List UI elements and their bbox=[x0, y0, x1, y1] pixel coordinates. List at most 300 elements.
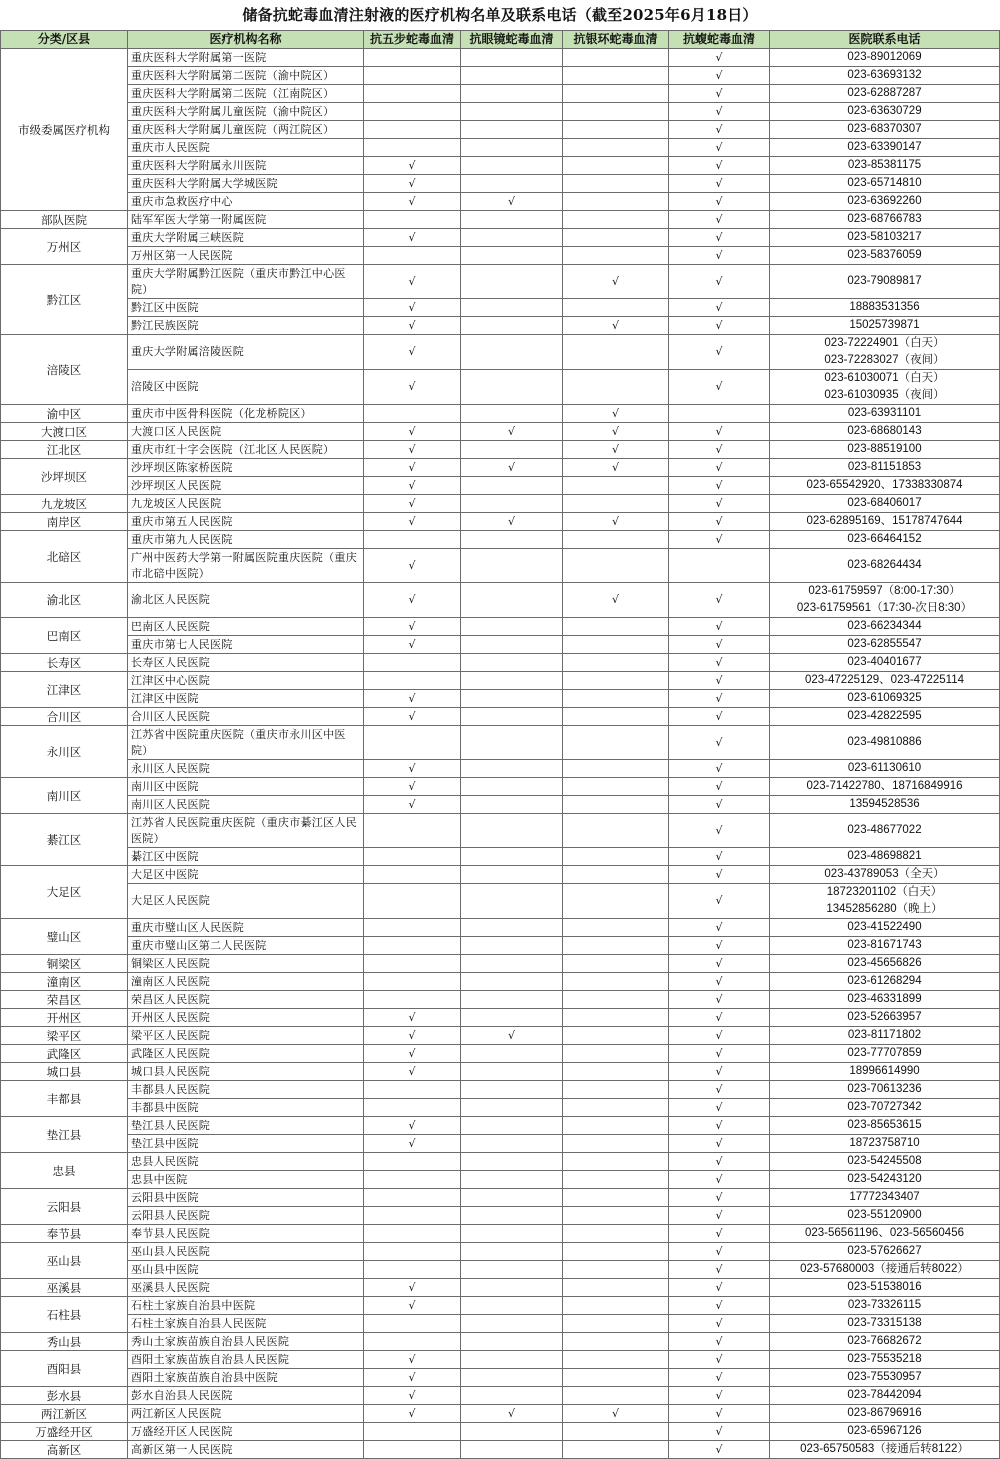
phone-cell: 023-66464152 bbox=[770, 531, 1000, 549]
wubu-serum-mark: √ bbox=[364, 636, 461, 654]
krait-serum-mark bbox=[563, 690, 669, 708]
wubu-serum-mark bbox=[364, 884, 461, 919]
wubu-serum-mark bbox=[364, 1261, 461, 1279]
cobra-serum-mark: √ bbox=[461, 459, 563, 477]
wubu-serum-mark bbox=[364, 67, 461, 85]
hospital-name-cell: 巴南区人民医院 bbox=[128, 618, 364, 636]
table-row bbox=[1, 973, 1000, 991]
category-cell: 江北区 bbox=[1, 441, 128, 459]
hospital-name-cell: 巫溪县人民医院 bbox=[128, 1279, 364, 1297]
krait-serum-mark bbox=[563, 866, 669, 884]
pitviper-serum-mark: √ bbox=[669, 1261, 770, 1279]
krait-serum-mark bbox=[563, 1063, 669, 1081]
krait-serum-mark: √ bbox=[563, 583, 669, 618]
category-cell: 璧山区 bbox=[1, 919, 128, 955]
wubu-serum-mark bbox=[364, 1099, 461, 1117]
wubu-serum-mark: √ bbox=[364, 335, 461, 370]
table-row bbox=[1, 265, 1000, 299]
pitviper-serum-mark: √ bbox=[669, 193, 770, 211]
table-row bbox=[1, 1171, 1000, 1189]
krait-serum-mark bbox=[563, 531, 669, 549]
table-row bbox=[1, 937, 1000, 955]
category-cell: 秀山县 bbox=[1, 1333, 128, 1351]
wubu-serum-mark: √ bbox=[364, 477, 461, 495]
cobra-serum-mark bbox=[461, 848, 563, 866]
krait-serum-mark bbox=[563, 672, 669, 690]
pitviper-serum-mark: √ bbox=[669, 1153, 770, 1171]
wubu-serum-mark: √ bbox=[364, 760, 461, 778]
krait-serum-mark bbox=[563, 157, 669, 175]
table-row bbox=[1, 335, 1000, 370]
krait-serum-mark bbox=[563, 1333, 669, 1351]
hospital-name-cell: 南川区中医院 bbox=[128, 778, 364, 796]
phone-cell: 023-68680143 bbox=[770, 423, 1000, 441]
category-cell: 渝北区 bbox=[1, 583, 128, 618]
category-cell: 铜梁区 bbox=[1, 955, 128, 973]
column-header-cobra-serum: 抗眼镜蛇毒血清 bbox=[461, 31, 563, 49]
cobra-serum-mark bbox=[461, 919, 563, 937]
hospital-name-cell: 重庆大学附属三峡医院 bbox=[128, 229, 364, 247]
hospital-name-cell: 重庆大学附属涪陵医院 bbox=[128, 335, 364, 370]
krait-serum-mark bbox=[563, 636, 669, 654]
table-row bbox=[1, 583, 1000, 618]
phone-cell: 023-66234344 bbox=[770, 618, 1000, 636]
krait-serum-mark bbox=[563, 708, 669, 726]
category-cell: 梁平区 bbox=[1, 1027, 128, 1045]
cobra-serum-mark: √ bbox=[461, 1405, 563, 1423]
category-cell: 南川区 bbox=[1, 778, 128, 814]
phone-cell: 023-62895169、15178747644 bbox=[770, 513, 1000, 531]
pitviper-serum-mark: √ bbox=[669, 1117, 770, 1135]
header-row bbox=[1, 31, 1000, 49]
wubu-serum-mark: √ bbox=[364, 778, 461, 796]
wubu-serum-mark bbox=[364, 1333, 461, 1351]
pitviper-serum-mark: √ bbox=[669, 672, 770, 690]
phone-cell: 023-56561196、023-56560456 bbox=[770, 1225, 1000, 1243]
category-cell: 部队医院 bbox=[1, 211, 128, 229]
table-row bbox=[1, 1423, 1000, 1441]
pitviper-serum-mark: √ bbox=[669, 814, 770, 848]
hospital-name-cell: 重庆医科大学附属第二医院（江南院区） bbox=[128, 85, 364, 103]
phone-cell: 023-79089817 bbox=[770, 265, 1000, 299]
wubu-serum-mark: √ bbox=[364, 1117, 461, 1135]
hospital-name-cell: 梁平区人民医院 bbox=[128, 1027, 364, 1045]
pitviper-serum-mark: √ bbox=[669, 654, 770, 672]
table-row bbox=[1, 1063, 1000, 1081]
wubu-serum-mark: √ bbox=[364, 423, 461, 441]
table-row bbox=[1, 1243, 1000, 1261]
krait-serum-mark: √ bbox=[563, 317, 669, 335]
phone-cell: 023-62887287 bbox=[770, 85, 1000, 103]
hospital-name-cell: 重庆市第七人民医院 bbox=[128, 636, 364, 654]
hospital-name-cell: 丰都县人民医院 bbox=[128, 1081, 364, 1099]
wubu-serum-mark bbox=[364, 247, 461, 265]
table-row bbox=[1, 405, 1000, 423]
pitviper-serum-mark: √ bbox=[669, 937, 770, 955]
pitviper-serum-mark: √ bbox=[669, 1009, 770, 1027]
hospital-name-cell: 长寿区人民医院 bbox=[128, 654, 364, 672]
table-row bbox=[1, 531, 1000, 549]
pitviper-serum-mark: √ bbox=[669, 973, 770, 991]
pitviper-serum-mark: √ bbox=[669, 175, 770, 193]
krait-serum-mark bbox=[563, 1189, 669, 1207]
pitviper-serum-mark: √ bbox=[669, 139, 770, 157]
table-row bbox=[1, 67, 1000, 85]
wubu-serum-mark: √ bbox=[364, 1279, 461, 1297]
wubu-serum-mark: √ bbox=[364, 1369, 461, 1387]
pitviper-serum-mark: √ bbox=[669, 1333, 770, 1351]
table-row bbox=[1, 1207, 1000, 1225]
phone-cell: 023-81671743 bbox=[770, 937, 1000, 955]
pitviper-serum-mark: √ bbox=[669, 1441, 770, 1459]
category-cell: 永川区 bbox=[1, 726, 128, 778]
krait-serum-mark bbox=[563, 247, 669, 265]
phone-cell: 023-62855547 bbox=[770, 636, 1000, 654]
hospital-name-cell: 铜梁区人民医院 bbox=[128, 955, 364, 973]
phone-cell: 023-65967126 bbox=[770, 1423, 1000, 1441]
krait-serum-mark: √ bbox=[563, 423, 669, 441]
pitviper-serum-mark: √ bbox=[669, 211, 770, 229]
wubu-serum-mark: √ bbox=[364, 265, 461, 299]
hospital-name-cell: 南川区人民医院 bbox=[128, 796, 364, 814]
wubu-serum-mark: √ bbox=[364, 1009, 461, 1027]
wubu-serum-mark bbox=[364, 1081, 461, 1099]
krait-serum-mark bbox=[563, 1369, 669, 1387]
wubu-serum-mark: √ bbox=[364, 1135, 461, 1153]
table-row bbox=[1, 884, 1000, 919]
hospital-name-cell: 重庆市第九人民医院 bbox=[128, 531, 364, 549]
table-row bbox=[1, 1351, 1000, 1369]
table-row bbox=[1, 459, 1000, 477]
wubu-serum-mark bbox=[364, 1207, 461, 1225]
hospital-name-cell: 高新区第一人民医院 bbox=[128, 1441, 364, 1459]
krait-serum-mark: √ bbox=[563, 459, 669, 477]
phone-cell: 023-48698821 bbox=[770, 848, 1000, 866]
column-header-category: 分类/区县 bbox=[1, 31, 128, 49]
pitviper-serum-mark: √ bbox=[669, 636, 770, 654]
table-row bbox=[1, 778, 1000, 796]
hospital-name-cell: 沙坪坝区人民医院 bbox=[128, 477, 364, 495]
krait-serum-mark bbox=[563, 49, 669, 67]
krait-serum-mark bbox=[563, 335, 669, 370]
pitviper-serum-mark: √ bbox=[669, 1099, 770, 1117]
table-row bbox=[1, 175, 1000, 193]
table-row bbox=[1, 211, 1000, 229]
pitviper-serum-mark: √ bbox=[669, 1279, 770, 1297]
table-row bbox=[1, 495, 1000, 513]
hospital-name-cell: 沙坪坝区陈家桥医院 bbox=[128, 459, 364, 477]
phone-cell: 023-51538016 bbox=[770, 1279, 1000, 1297]
table-row bbox=[1, 1027, 1000, 1045]
cobra-serum-mark bbox=[461, 1423, 563, 1441]
hospital-name-cell: 巫山县人民医院 bbox=[128, 1243, 364, 1261]
phone-cell: 023-63390147 bbox=[770, 139, 1000, 157]
hospital-name-cell: 重庆市人民医院 bbox=[128, 139, 364, 157]
pitviper-serum-mark: √ bbox=[669, 459, 770, 477]
phone-cell: 023-43789053（全天） bbox=[770, 866, 1000, 884]
wubu-serum-mark bbox=[364, 726, 461, 760]
cobra-serum-mark bbox=[461, 1207, 563, 1225]
pitviper-serum-mark: √ bbox=[669, 583, 770, 618]
phone-cell: 023-47225129、023-47225114 bbox=[770, 672, 1000, 690]
wubu-serum-mark: √ bbox=[364, 441, 461, 459]
wubu-serum-mark: √ bbox=[364, 708, 461, 726]
wubu-serum-mark bbox=[364, 973, 461, 991]
phone-cell: 023-88519100 bbox=[770, 441, 1000, 459]
column-header-krait-serum: 抗银环蛇毒血清 bbox=[563, 31, 669, 49]
cobra-serum-mark: √ bbox=[461, 513, 563, 531]
pitviper-serum-mark: √ bbox=[669, 1081, 770, 1099]
table-row bbox=[1, 1045, 1000, 1063]
phone-cell: 023-75535218 bbox=[770, 1351, 1000, 1369]
krait-serum-mark bbox=[563, 1135, 669, 1153]
cobra-serum-mark bbox=[461, 157, 563, 175]
hospital-name-cell: 重庆医科大学附属大学城医院 bbox=[128, 175, 364, 193]
pitviper-serum-mark: √ bbox=[669, 991, 770, 1009]
table-row bbox=[1, 1153, 1000, 1171]
pitviper-serum-mark: √ bbox=[669, 1171, 770, 1189]
table-row bbox=[1, 654, 1000, 672]
wubu-serum-mark bbox=[364, 1189, 461, 1207]
table-row bbox=[1, 1297, 1000, 1315]
table-row bbox=[1, 726, 1000, 760]
phone-cell: 023-65542920、17338330874 bbox=[770, 477, 1000, 495]
krait-serum-mark bbox=[563, 760, 669, 778]
table-row bbox=[1, 477, 1000, 495]
cobra-serum-mark bbox=[461, 67, 563, 85]
krait-serum-mark bbox=[563, 1297, 669, 1315]
category-cell: 九龙坡区 bbox=[1, 495, 128, 513]
category-cell: 市级委属医疗机构 bbox=[1, 49, 128, 211]
pitviper-serum-mark: √ bbox=[669, 1297, 770, 1315]
krait-serum-mark: √ bbox=[563, 265, 669, 299]
table-row bbox=[1, 1369, 1000, 1387]
wubu-serum-mark bbox=[364, 1441, 461, 1459]
hospital-name-cell: 石柱土家族自治县人民医院 bbox=[128, 1315, 364, 1333]
hospital-name-cell: 开州区人民医院 bbox=[128, 1009, 364, 1027]
wubu-serum-mark: √ bbox=[364, 229, 461, 247]
page-title: 储备抗蛇毒血清注射液的医疗机构名单及联系电话（截至2025年6月18日） bbox=[242, 6, 758, 24]
wubu-serum-mark: √ bbox=[364, 495, 461, 513]
cobra-serum-mark bbox=[461, 991, 563, 1009]
category-cell: 黔江区 bbox=[1, 265, 128, 335]
phone-cell: 17772343407 bbox=[770, 1189, 1000, 1207]
wubu-serum-mark bbox=[364, 49, 461, 67]
phone-cell: 023-75530957 bbox=[770, 1369, 1000, 1387]
category-cell: 石柱县 bbox=[1, 1297, 128, 1333]
krait-serum-mark bbox=[563, 85, 669, 103]
hospital-name-cell: 大渡口区人民医院 bbox=[128, 423, 364, 441]
category-cell: 涪陵区 bbox=[1, 335, 128, 405]
cobra-serum-mark bbox=[461, 335, 563, 370]
phone-cell: 023-61759597（8:00-17:30） 023-61759561（17:30-次日8:30） bbox=[770, 583, 1000, 618]
krait-serum-mark bbox=[563, 1243, 669, 1261]
wubu-serum-mark bbox=[364, 1225, 461, 1243]
krait-serum-mark bbox=[563, 654, 669, 672]
table-row bbox=[1, 1099, 1000, 1117]
category-cell: 沙坪坝区 bbox=[1, 459, 128, 495]
category-cell: 巫山县 bbox=[1, 1243, 128, 1279]
table-row bbox=[1, 157, 1000, 175]
cobra-serum-mark: √ bbox=[461, 1027, 563, 1045]
krait-serum-mark bbox=[563, 139, 669, 157]
krait-serum-mark bbox=[563, 1045, 669, 1063]
phone-cell: 18723758710 bbox=[770, 1135, 1000, 1153]
hospital-name-cell: 涪陵区中医院 bbox=[128, 370, 364, 405]
cobra-serum-mark bbox=[461, 654, 563, 672]
krait-serum-mark bbox=[563, 121, 669, 139]
krait-serum-mark bbox=[563, 1225, 669, 1243]
pitviper-serum-mark: √ bbox=[669, 618, 770, 636]
phone-cell: 023-68406017 bbox=[770, 495, 1000, 513]
table-row bbox=[1, 1441, 1000, 1459]
hospital-name-cell: 彭水自治县人民医院 bbox=[128, 1387, 364, 1405]
cobra-serum-mark bbox=[461, 1081, 563, 1099]
pitviper-serum-mark: √ bbox=[669, 1369, 770, 1387]
phone-cell: 023-85381175 bbox=[770, 157, 1000, 175]
hospital-name-cell: 江津区中医院 bbox=[128, 690, 364, 708]
cobra-serum-mark bbox=[461, 690, 563, 708]
cobra-serum-mark bbox=[461, 1153, 563, 1171]
krait-serum-mark bbox=[563, 175, 669, 193]
hospital-name-cell: 重庆市红十字会医院（江北区人民医院） bbox=[128, 441, 364, 459]
wubu-serum-mark bbox=[364, 654, 461, 672]
pitviper-serum-mark: √ bbox=[669, 848, 770, 866]
cobra-serum-mark bbox=[461, 85, 563, 103]
krait-serum-mark bbox=[563, 1027, 669, 1045]
phone-cell: 023-77707859 bbox=[770, 1045, 1000, 1063]
hospital-name-cell: 石柱土家族自治县中医院 bbox=[128, 1297, 364, 1315]
phone-cell: 023-42822595 bbox=[770, 708, 1000, 726]
table-row bbox=[1, 1387, 1000, 1405]
phone-cell: 023-65750583（接通后转8122） bbox=[770, 1441, 1000, 1459]
hospital-name-cell: 潼南区人民医院 bbox=[128, 973, 364, 991]
cobra-serum-mark bbox=[461, 1279, 563, 1297]
hospital-name-cell: 江苏省中医院重庆医院（重庆市永川区中医院） bbox=[128, 726, 364, 760]
pitviper-serum-mark: √ bbox=[669, 1027, 770, 1045]
pitviper-serum-mark: √ bbox=[669, 531, 770, 549]
phone-cell: 023-68370307 bbox=[770, 121, 1000, 139]
hospital-name-cell: 重庆医科大学附属儿童医院（渝中院区） bbox=[128, 103, 364, 121]
cobra-serum-mark bbox=[461, 175, 563, 193]
category-cell: 酉阳县 bbox=[1, 1351, 128, 1387]
phone-cell: 023-54245508 bbox=[770, 1153, 1000, 1171]
phone-cell: 023-61130610 bbox=[770, 760, 1000, 778]
cobra-serum-mark bbox=[461, 317, 563, 335]
phone-cell: 18723201102（白天） 13452856280（晚上） bbox=[770, 884, 1000, 919]
phone-cell: 023-70727342 bbox=[770, 1099, 1000, 1117]
phone-cell: 023-68264434 bbox=[770, 549, 1000, 583]
krait-serum-mark bbox=[563, 549, 669, 583]
cobra-serum-mark bbox=[461, 299, 563, 317]
krait-serum-mark bbox=[563, 796, 669, 814]
cobra-serum-mark bbox=[461, 103, 563, 121]
hospital-name-cell: 垫江县人民医院 bbox=[128, 1117, 364, 1135]
pitviper-serum-mark: √ bbox=[669, 103, 770, 121]
pitviper-serum-mark: √ bbox=[669, 1405, 770, 1423]
krait-serum-mark bbox=[563, 919, 669, 937]
phone-cell: 023-58376059 bbox=[770, 247, 1000, 265]
cobra-serum-mark bbox=[461, 1117, 563, 1135]
cobra-serum-mark bbox=[461, 405, 563, 423]
hospital-name-cell: 荣昌区人民医院 bbox=[128, 991, 364, 1009]
cobra-serum-mark: √ bbox=[461, 423, 563, 441]
phone-cell: 023-41522490 bbox=[770, 919, 1000, 937]
table-row bbox=[1, 919, 1000, 937]
cobra-serum-mark bbox=[461, 477, 563, 495]
krait-serum-mark bbox=[563, 1423, 669, 1441]
table-row bbox=[1, 1315, 1000, 1333]
category-cell: 万盛经开区 bbox=[1, 1423, 128, 1441]
cobra-serum-mark bbox=[461, 1243, 563, 1261]
table-row bbox=[1, 423, 1000, 441]
table-row bbox=[1, 370, 1000, 405]
wubu-serum-mark bbox=[364, 139, 461, 157]
phone-cell: 15025739871 bbox=[770, 317, 1000, 335]
cobra-serum-mark bbox=[461, 531, 563, 549]
cobra-serum-mark bbox=[461, 1369, 563, 1387]
phone-cell: 023-85653615 bbox=[770, 1117, 1000, 1135]
krait-serum-mark bbox=[563, 1171, 669, 1189]
krait-serum-mark bbox=[563, 193, 669, 211]
phone-cell: 023-49810886 bbox=[770, 726, 1000, 760]
krait-serum-mark bbox=[563, 1279, 669, 1297]
hospital-name-cell: 云阳县中医院 bbox=[128, 1189, 364, 1207]
cobra-serum-mark bbox=[461, 866, 563, 884]
phone-cell: 023-63630729 bbox=[770, 103, 1000, 121]
pitviper-serum-mark: √ bbox=[669, 370, 770, 405]
wubu-serum-mark bbox=[364, 531, 461, 549]
pitviper-serum-mark: √ bbox=[669, 1135, 770, 1153]
cobra-serum-mark bbox=[461, 708, 563, 726]
pitviper-serum-mark: √ bbox=[669, 49, 770, 67]
hospital-name-cell: 万州区第一人民医院 bbox=[128, 247, 364, 265]
category-cell: 丰都县 bbox=[1, 1081, 128, 1117]
krait-serum-mark bbox=[563, 495, 669, 513]
krait-serum-mark bbox=[563, 370, 669, 405]
cobra-serum-mark bbox=[461, 937, 563, 955]
cobra-serum-mark bbox=[461, 1099, 563, 1117]
wubu-serum-mark: √ bbox=[364, 690, 461, 708]
krait-serum-mark bbox=[563, 973, 669, 991]
phone-cell: 023-73315138 bbox=[770, 1315, 1000, 1333]
wubu-serum-mark bbox=[364, 1153, 461, 1171]
wubu-serum-mark bbox=[364, 1243, 461, 1261]
phone-cell: 023-54243120 bbox=[770, 1171, 1000, 1189]
pitviper-serum-mark: √ bbox=[669, 423, 770, 441]
category-cell: 忠县 bbox=[1, 1153, 128, 1189]
table-row bbox=[1, 796, 1000, 814]
phone-cell: 023-63693132 bbox=[770, 67, 1000, 85]
category-cell: 渝中区 bbox=[1, 405, 128, 423]
table-row bbox=[1, 121, 1000, 139]
hospital-name-cell: 巫山县中医院 bbox=[128, 1261, 364, 1279]
cobra-serum-mark bbox=[461, 1009, 563, 1027]
wubu-serum-mark bbox=[364, 955, 461, 973]
table-row bbox=[1, 991, 1000, 1009]
krait-serum-mark bbox=[563, 1081, 669, 1099]
phone-cell: 023-55120900 bbox=[770, 1207, 1000, 1225]
table-row bbox=[1, 247, 1000, 265]
krait-serum-mark: √ bbox=[563, 441, 669, 459]
hospital-name-cell: 綦江区中医院 bbox=[128, 848, 364, 866]
hospital-name-cell: 九龙坡区人民医院 bbox=[128, 495, 364, 513]
table-row bbox=[1, 317, 1000, 335]
krait-serum-mark bbox=[563, 1387, 669, 1405]
pitviper-serum-mark: √ bbox=[669, 247, 770, 265]
phone-cell: 18883531356 bbox=[770, 299, 1000, 317]
category-cell: 高新区 bbox=[1, 1441, 128, 1459]
